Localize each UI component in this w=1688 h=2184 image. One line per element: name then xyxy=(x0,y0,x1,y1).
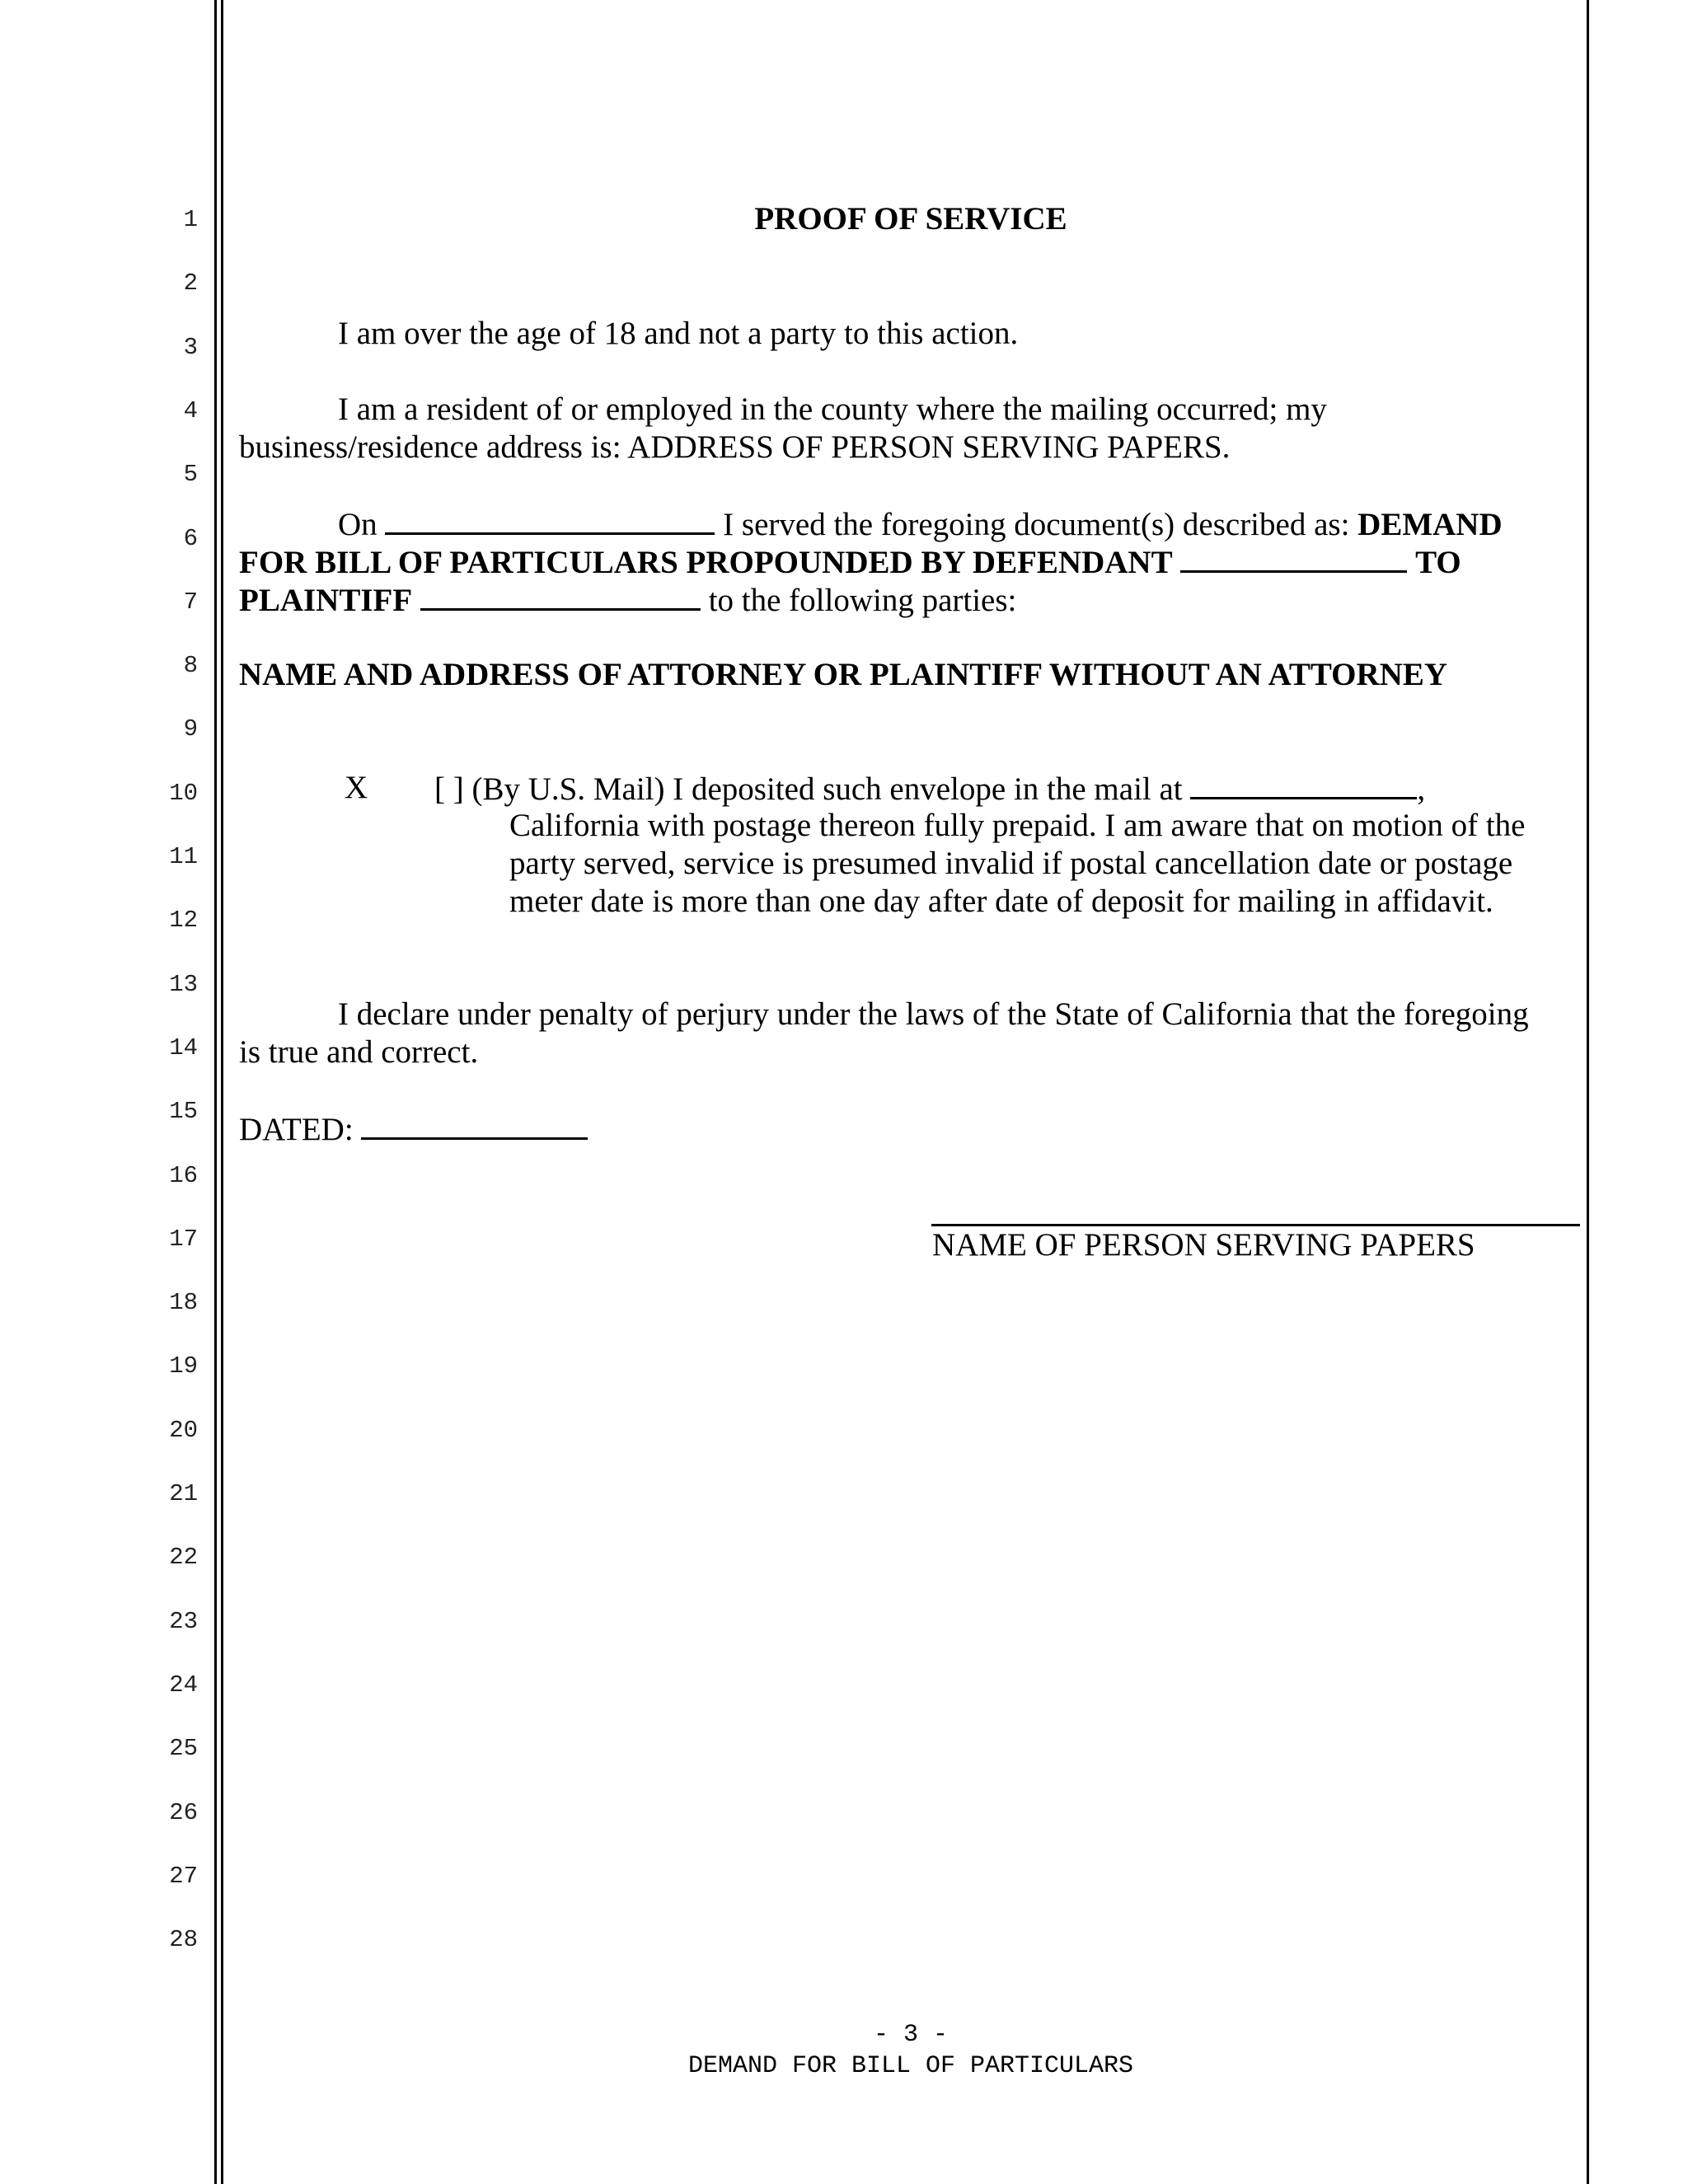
service-date-blank[interactable] xyxy=(385,504,715,535)
mail-line1 xyxy=(434,769,1425,808)
line-number: 24 xyxy=(169,1671,198,1699)
service-line2 xyxy=(239,542,1461,582)
service-line1 xyxy=(338,504,1503,544)
line-number: 12 xyxy=(169,907,198,935)
on-label: On xyxy=(338,507,377,542)
line-number: 3 xyxy=(183,333,198,361)
dated-blank[interactable] xyxy=(361,1109,588,1140)
left-margin-rule-inner xyxy=(221,0,223,2184)
plaintiff-word: PLAINTIFF xyxy=(239,583,413,618)
residence-statement-line2: business/residence address is: ADDRESS OF PERSON SERVING PAPERS. xyxy=(239,429,1231,465)
mail-line3: party served, service is presumed invalid if postal cancellation date or postage xyxy=(509,846,1513,881)
to-word: TO xyxy=(1415,545,1461,580)
plaintiff-name-blank[interactable] xyxy=(420,580,701,611)
mail-location-blank[interactable] xyxy=(1190,769,1417,799)
left-margin-rule-outer xyxy=(214,0,217,2184)
line-number: 5 xyxy=(183,461,198,489)
line-number: 10 xyxy=(169,779,198,807)
line-number: 14 xyxy=(169,1033,198,1062)
line-number: 21 xyxy=(169,1480,198,1507)
parties-heading: NAME AND ADDRESS OF ATTORNEY OR PLAINTIFF WITHOUT AN ATTORNEY xyxy=(239,657,1448,692)
residence-statement-line1: I am a resident of or employed in the county where the mailing occurred; my xyxy=(338,391,1327,427)
following-parties-text: to the following parties: xyxy=(708,583,1017,618)
line-number: 28 xyxy=(169,1926,198,1954)
declaration-line1: I declare under penalty of perjury under the laws of the State of California that the foregoing xyxy=(338,996,1529,1032)
line-number: 8 xyxy=(183,652,198,680)
line-number: 11 xyxy=(169,843,198,870)
service-line3 xyxy=(239,580,1016,620)
document-description: FOR BILL OF PARTICULARS PROPOUNDED BY DEFENDANT xyxy=(239,545,1173,580)
line-number: 20 xyxy=(169,1416,198,1444)
line-number: 22 xyxy=(169,1544,198,1572)
line-number: 23 xyxy=(169,1607,198,1635)
line-number: 6 xyxy=(183,524,198,552)
demand-word: DEMAND xyxy=(1357,507,1503,542)
line-number: 15 xyxy=(169,1098,198,1126)
footer-title: DEMAND FOR BILL OF PARTICULARS xyxy=(687,2052,1134,2080)
document-title: PROOF OF SERVICE xyxy=(754,201,1067,237)
line-number: 26 xyxy=(169,1798,198,1826)
line-number: 18 xyxy=(169,1289,198,1317)
mail-comma: , xyxy=(1417,771,1426,807)
mail-line2: California with postage thereon fully prepaid. I am aware that on motion of the xyxy=(509,808,1526,843)
mail-text: (By U.S. Mail) I deposited such envelope in the mail at xyxy=(471,771,1183,807)
defendant-name-blank[interactable] xyxy=(1180,542,1407,573)
mail-mark: X xyxy=(345,770,368,805)
dated-line xyxy=(239,1109,588,1149)
line-number: 9 xyxy=(183,715,198,743)
line-number: 1 xyxy=(183,206,198,233)
signature-label: NAME OF PERSON SERVING PAPERS xyxy=(932,1227,1475,1263)
mail-line4: meter date is more than one day after date of deposit for mailing in affidavit. xyxy=(509,883,1493,919)
served-text: I served the foregoing document(s) described as: xyxy=(723,507,1350,542)
age-statement: I am over the age of 18 and not a party to this action. xyxy=(338,316,1019,351)
line-number: 7 xyxy=(183,588,198,616)
line-number: 19 xyxy=(169,1352,198,1380)
line-number: 2 xyxy=(183,269,198,298)
line-number: 17 xyxy=(169,1225,198,1253)
line-number: 16 xyxy=(169,1161,198,1189)
page-number: - 3 - xyxy=(873,2021,948,2049)
line-number: 27 xyxy=(169,1862,198,1890)
declaration-line2: is true and correct. xyxy=(239,1034,479,1070)
mail-checkbox[interactable]: [ ] xyxy=(434,771,464,807)
line-number: 13 xyxy=(169,970,198,998)
right-margin-rule xyxy=(1587,0,1589,2184)
line-number: 4 xyxy=(183,396,198,424)
dated-label: DATED: xyxy=(239,1112,354,1147)
line-number: 25 xyxy=(169,1735,198,1763)
